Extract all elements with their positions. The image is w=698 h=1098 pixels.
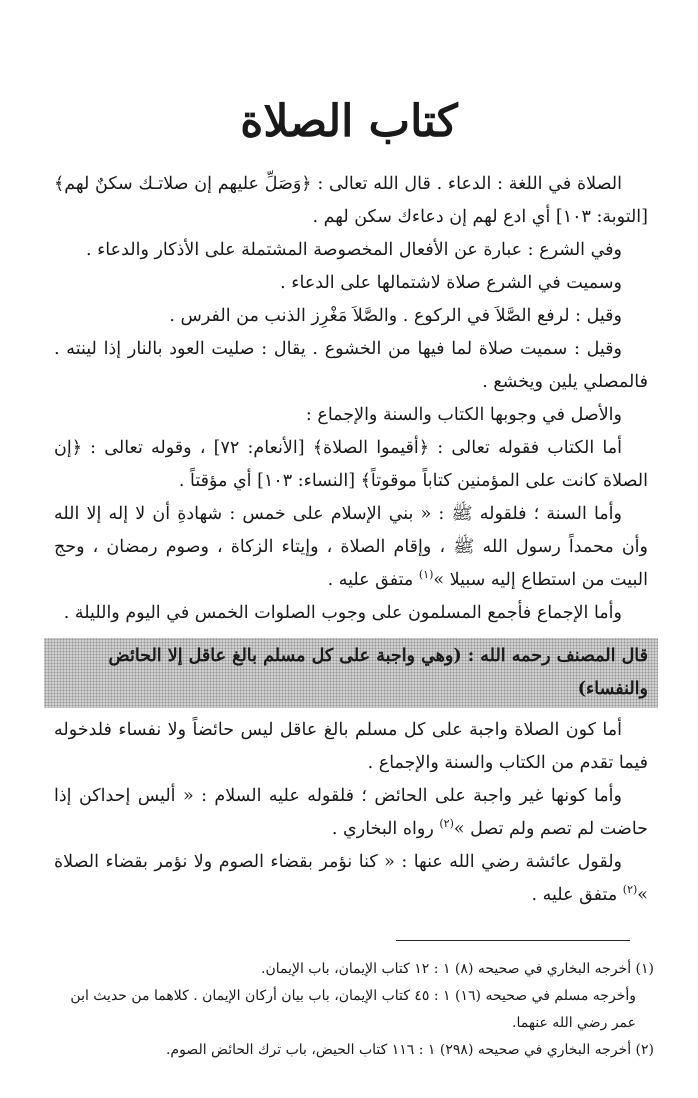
paragraph-lugha: الصلاة في اللغة : الدعاء . قال الله تعالى : ﴿وَصَلِّ عليهم إن صلاتـك سكنٌ لهم﴾ [التوبة: ١٠٣] أي ادع لهم إن دعاءك سكن لهم .	[54, 174, 648, 227]
sunnah-text: وأما السنة ؛ فلقوله ﷺ : « بني الإسلام على خمس : شهادةِ أن لا إله إلا الله وأن محمداً رسول الله ﷺ ، وإقام الصلاة ، وإيتاء الزكاة ، وصوم رمضان ، وحج البيت من استطاع إليه سبيلا »	[54, 504, 648, 590]
footnote-ref-2b[interactable]: (٢)	[622, 883, 638, 897]
main-text	[54, 168, 648, 912]
footnote-1-continued: وأخرجه مسلم في صحيحه (١٦) ١ : ٤٥ كتاب الإيمان، باب بيان أركان الإيمان . كلاهما من حديث ابن عمر رضي الله عنهما.	[70, 988, 636, 1031]
sunnah-tail: متفق عليه .	[327, 570, 419, 590]
footnotes	[54, 956, 654, 1064]
footnote-2: (٢) أخرجه البخاري في صحيحه (٢٩٨) ١ : ١١٦ كتاب الحيض، باب ترك الحائض الصوم.	[165, 1042, 654, 1058]
aisha-tail: متفق عليه .	[531, 885, 623, 905]
paragraph-asl: والأصل في وجوبها الكتاب والسنة والإجماع :	[305, 405, 622, 425]
paragraph-aisha	[54, 846, 648, 912]
aisha-text: ولقول عائشة رضي الله عنها : « كنا نؤمر بقضاء الصوم ولا نؤمر بقضاء الصلاة »	[54, 852, 648, 905]
paragraph-sunnah	[54, 498, 648, 597]
paragraph-qila-2: وقيل : سميت صلاة لما فيها من الخشوع . يقال : صليت العود بالنار إذا لينته . فالمصلي يلين ويخشع .	[54, 339, 648, 392]
haid-text: وأما كونها غير واجبة على الحائض ؛ فلقوله عليه السلام : « أليس إحداكن إذا حاضت لم تصم ولم تصل »	[54, 786, 648, 839]
paragraph-ijma: وأما الإجماع فأجمع المسلمون على وجوب الصلوات الخمس في اليوم والليلة .	[63, 603, 622, 623]
paragraph-naming: وسميت في الشرع صلاة لاشتمالها على الدعاء .	[280, 273, 622, 293]
paragraph-wajib: أما كون الصلاة واجبة على كل مسلم بالغ عاقل ليس حائضاً ولا نفساء فلدخوله فيما تقدم من الكتاب والسنة والإجماع .	[54, 720, 648, 773]
footnote-divider	[396, 940, 630, 941]
footnote-1: (١) أخرجه البخاري في صحيحه (٨) ١ : ١٢ كتاب الإيمان، باب الإيمان.	[261, 961, 654, 977]
paragraph-kitab: أما الكتاب فقوله تعالى : ﴿أقيموا الصلاة﴾ [الأنعام: ٧٢] ، وقوله تعالى : ﴿إن الصلاة كانت على المؤمنين كتاباً موقوتاً﴾ [النساء: ١٠٣] أي مؤقتاً .	[54, 438, 648, 491]
paragraph-shar: وفي الشرع : عبارة عن الأفعال المخصوصة المشتملة على الأذكار والدعاء .	[85, 240, 622, 260]
paragraph-haid	[54, 780, 648, 846]
footnote-ref-2[interactable]: (٢)	[439, 817, 454, 831]
haid-tail: رواه البخاري .	[331, 819, 440, 839]
chapter-title: كتاب الصلاة	[240, 96, 458, 147]
author-quote-box: قال المصنف رحمه الله : (وهي واجبة على كل مسلم بالغ عاقل إلا الحائض والنفساء)	[44, 638, 658, 708]
footnote-ref-1[interactable]: (١)	[418, 568, 434, 582]
paragraph-qila-1: وقيل : لرفع الصَّلاَ في الركوع . والصَّلاَ مَغْرِز الذنب من الفرس .	[169, 306, 622, 326]
